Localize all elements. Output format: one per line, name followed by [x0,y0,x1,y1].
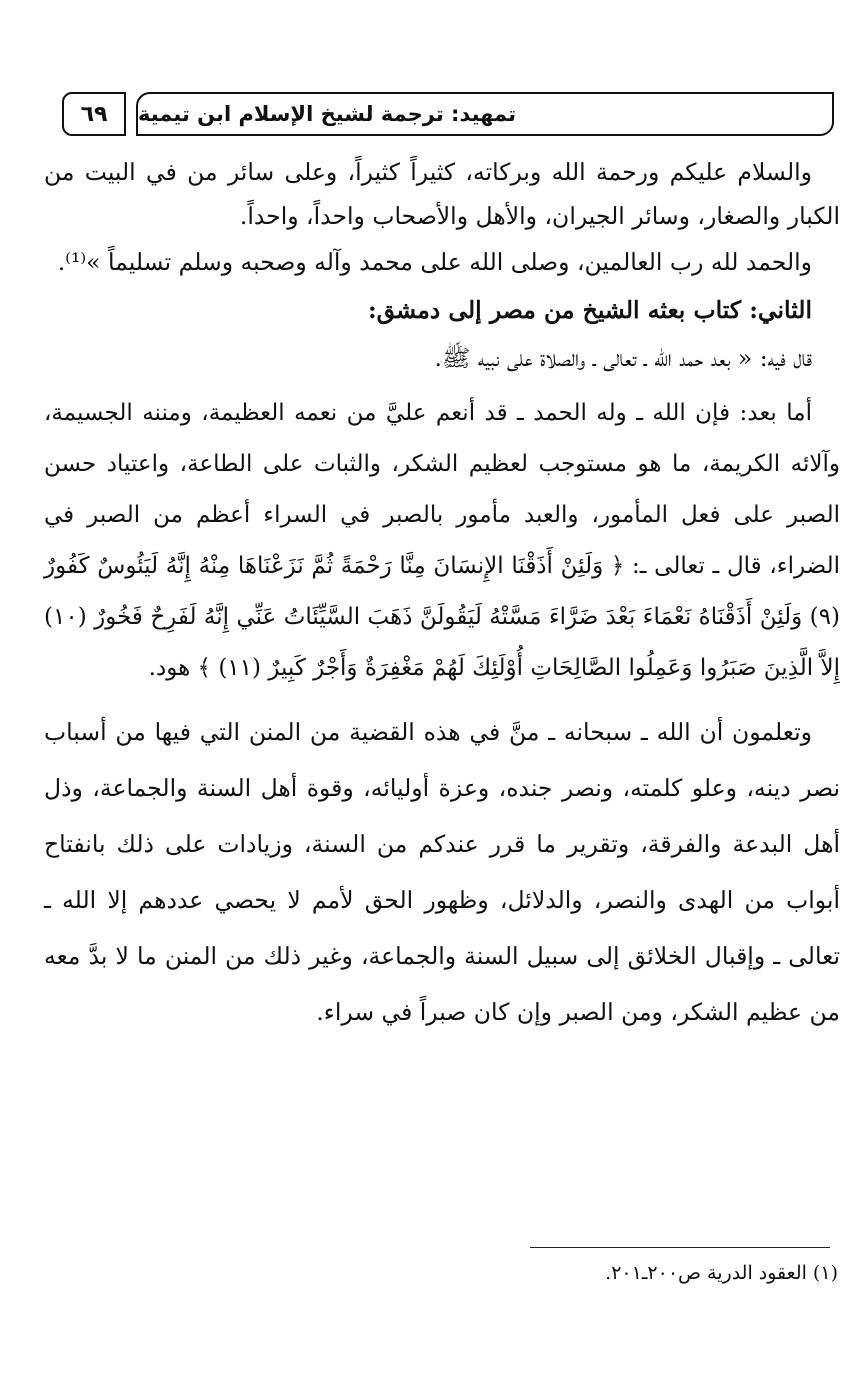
paragraph-closing-greeting: والسلام عليكم ورحمة الله وبركاته، كثيراً كثيراً، وعلى سائر من في البيت من الكبار والصغار، وسائر الجيران، والأهل والأصحاب واحداً، واحداً. [44,158,840,230]
footnote: (١) العقود الدرية ص٢٠٠ـ٢٠١. [605,1262,838,1284]
paragraph-letter-opening: قال فيه: « بعد حمد الله ـ تعالى ـ والصلاة على نبيه ﷺ. [434,344,812,372]
running-header [62,92,834,140]
running-title: تمهيد: ترجمة لشيخ الإسلام ابن تيمية [136,92,834,136]
paragraph-praise: والحمد لله رب العالمين، وصلى الله على محمد وآله وصحبه وسلم تسليماً »⁽¹⁾. [57,248,812,276]
paragraph-blessings: وتعلمون أن الله ـ سبحانه ـ منَّ في هذه القضية من المنن التي فيها من أسباب نصر دينه، وعلو كلمته، ونصر جنده، وعزة أوليائه، وقوة أهل السنة والجماعة، وذل أهل البدعة والفرقة، وتقرير ما قرر عندكم من السنة، وزيادات على ذلك بانفتاح أبواب من الهدى والنصر، والدلائل، وظهور الحق لأمم لا يحصي عددهم إلا الله ـ تعالى ـ وإقبال الخلائق إلى سبيل السنة والجماعة، وغير ذلك من المنن ما لا بدَّ معه من عظيم الشكر، ومن الصبر وإن كان صبراً في سراء. [44,718,840,1026]
footnote-divider [530,1247,830,1248]
paragraph-letter-body: أما بعد: فإن الله ـ وله الحمد ـ قد أنعم عليَّ من نعمه العظيمة، ومننه الجسيمة، وآلائه الكريمة، ما هو مستوجب لعظيم الشكر، والثبات على الطاعة، واعتياد حسن الصبر على فعل المأمور، والعبد مأمور بالصبر في السراء أعظم من الصبر في الضراء، قال ـ تعالى ـ: ﴿ وَلَئِنْ أَذَقْنَا الإِنسَانَ مِنَّا رَحْمَةً ثُمَّ نَزَعْنَاهَا مِنْهُ إِنَّهُ لَيَئُوسٌ كَفُورٌ (٩) وَلَئِنْ أَذَقْنَاهُ نَعْمَاءَ بَعْدَ ضَرَّاءَ مَسَّتْهُ لَيَقُولَنَّ ذَهَبَ السَّيِّئَاتُ عَنِّي إِنَّهُ لَفَرِحٌ فَخُورٌ (١٠) إِلاَّ الَّذِينَ صَبَرُوا وَعَمِلُوا الصَّالِحَاتِ أُوْلَئِكَ لَهُمْ مَغْفِرَةٌ وَأَجْرٌ كَبِيرٌ (١١) ﴾ هود. [44,400,840,681]
main-text [44,150,840,1040]
page-number: ٦٩ [62,92,126,136]
section-heading: الثاني: كتاب بعثه الشيخ من مصر إلى دمشق: [367,296,812,324]
